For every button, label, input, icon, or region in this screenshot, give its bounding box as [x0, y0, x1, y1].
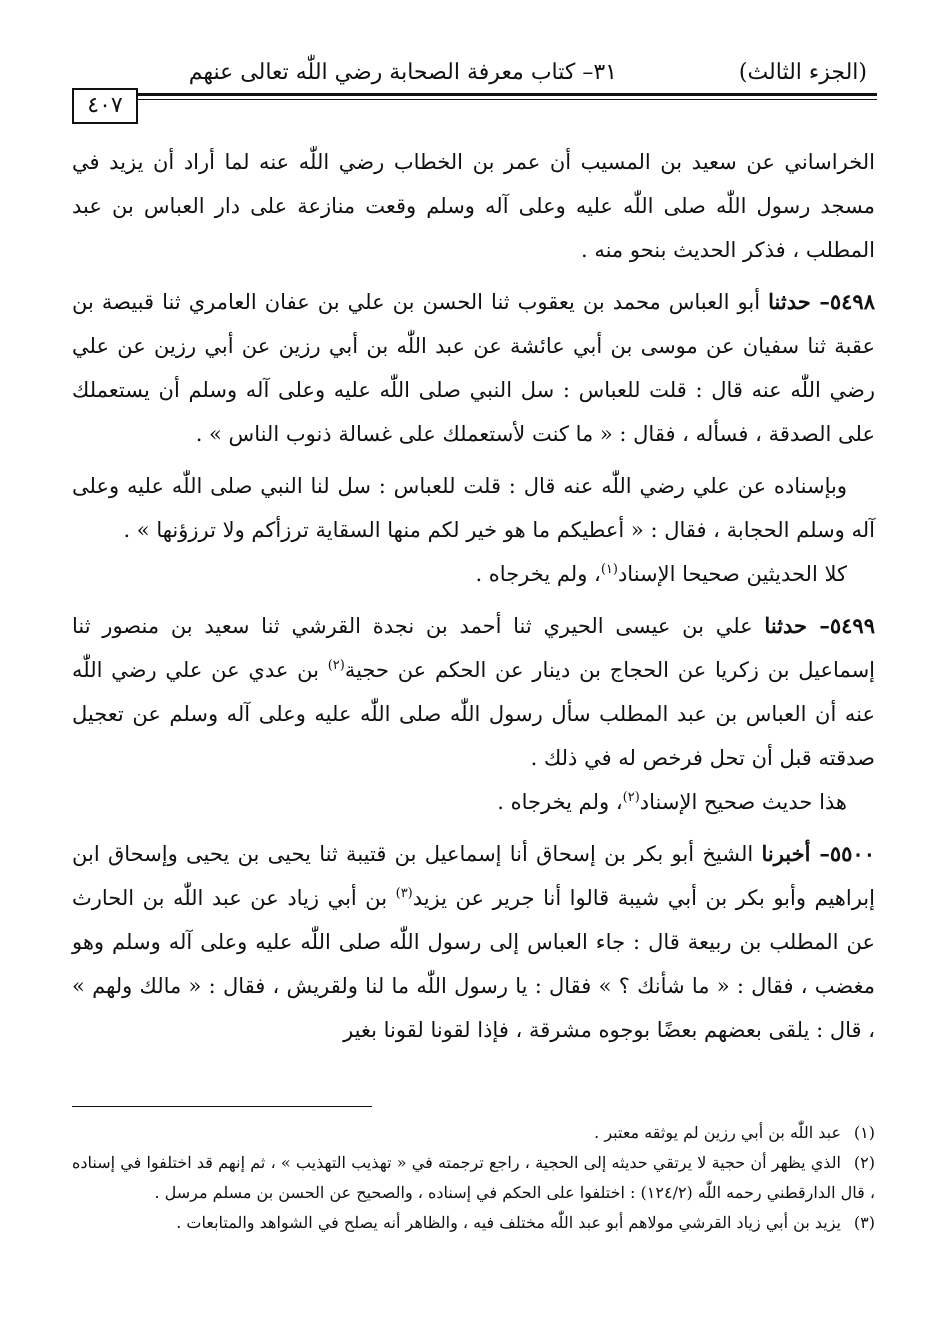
paragraph-text-tail: ، ولم يخرجاه .	[497, 790, 623, 814]
paragraph-text: هذا حديث صحيح الإسناد	[639, 790, 847, 814]
paragraph-text-tail: ، ولم يخرجاه .	[475, 562, 601, 586]
footnote-separator	[72, 1106, 372, 1107]
paragraph-text-tail: بن أبي زياد عن عبد اللّٰه بن الحارث عن المطلب بن ربيعة قال : جاء العباس إلى رسول اللّٰه صلى اللّٰه عليه وعلى آله وسلم وهو مغضب ، فقال : « ما شأنك ؟ » فقال : يا رسول اللّٰه ما لنا ولقريش ، فقال : « مالك ولهم » ، قال : يلقى بعضهم بعضًا بوجوه مشرقة ، فإذا لقونا لقونا بغير	[72, 886, 875, 1042]
paragraph-text-tail: بن عدي عن علي رضي اللّٰه عنه أن العباس بن عبد المطلب سأل رسول اللّٰه صلى اللّٰه عليه وعلى آله وسلم عن تعجيل صدقته قبل أن تحل فرخص له في ذلك .	[72, 658, 875, 770]
hadith-number: ٥٤٩٨– حدثنا	[768, 289, 875, 314]
paragraph-text: علي بن عيسى الحيري ثنا أحمد بن نجدة القرشي ثنا سعيد بن منصور ثنا إسماعيل بن زكريا عن الحجاج بن دينار عن الحكم عن حجية	[72, 614, 875, 682]
footnote-mark: (٣)	[853, 1213, 875, 1232]
hadith-5499	[72, 604, 875, 780]
footnote	[72, 1148, 875, 1208]
paragraph-text: الخراساني عن سعيد بن المسيب أن عمر بن الخطاب رضي اللّٰه عنه لما أراد أن يزيد في مسجد رسول اللّٰه صلى اللّٰه عليه وعلى آله وسلم وقعت منازعة على دار العباس بن عبد المطلب ، فذكر الحديث بنحو منه .	[72, 150, 875, 262]
footnote-mark: (١)	[853, 1123, 875, 1142]
footnote	[72, 1118, 875, 1148]
main-text	[72, 140, 875, 1052]
footnote-ref: (٣)	[395, 886, 413, 901]
paragraph-text: وبإسناده عن علي رضي اللّٰه عنه قال : قلت للعباس : سل لنا النبي صلى اللّٰه عليه وعلى آله وسلم الحجابة ، فقال : « أعطيكم ما هو خير لكم منها السقاية ترزأكم ولا ترزؤنها » .	[72, 474, 875, 542]
paragraph-text: كلا الحديثين صحيحا الإسناد	[617, 562, 847, 586]
paragraph	[72, 140, 875, 272]
page-number: ٤٠٧	[72, 88, 138, 124]
footnote-mark: (٢)	[853, 1153, 875, 1172]
footnote-text: يزيد بن أبي زياد القرشي مولاهم أبو عبد اللّٰه مختلف فيه ، والظاهر أنه يصلح في الشواهد والمتابعات .	[176, 1213, 841, 1232]
running-header	[135, 58, 867, 88]
header-rule	[135, 93, 877, 96]
hadith-number: ٥٤٩٩– حدثنا	[764, 613, 875, 638]
header-rule-thin	[135, 99, 877, 100]
footnote-ref: (٢)	[622, 790, 640, 805]
paragraph	[72, 464, 875, 552]
hadith-5500	[72, 832, 875, 1052]
chapter-title: ٣١– كتاب معرفة الصحابة رضي اللّٰه تعالى عنهم	[188, 60, 617, 85]
footnote-text: الذي يظهر أن حجية لا يرتقي حديثه إلى الحجية ، راجع ترجمته في « تهذيب التهذيب » ، ثم إنهم قد اختلفوا في إسناده ، قال الدارقطني رحمه اللّٰه (١٢٤/٢) : اختلفوا على الحكم في إسناده ، والصحيح عن الحسن بن مسلم مرسل .	[72, 1153, 875, 1202]
footnote-text: عبد اللّٰه بن أبي رزين لم يوثقه معتبر .	[594, 1123, 841, 1142]
footnote	[72, 1208, 875, 1238]
paragraph-text: الشيخ أبو بكر بن إسحاق أنا إسماعيل بن قتيبة ثنا يحيى بن يحيى وإسحاق ابن إبراهيم وأبو بكر بن أبي شيبة قالوا أنا جرير عن يزيد	[72, 842, 875, 910]
hadith-number: ٥٥٠٠– أخبرنا	[761, 841, 875, 866]
paragraph-text: أبو العباس محمد بن يعقوب ثنا الحسن بن علي بن عفان العامري ثنا قبيصة بن عقبة ثنا سفيان عن موسى بن أبي عائشة عن عبد اللّٰه بن أبي رزين عن أبي رزين عن علي رضي اللّٰه عنه قال : قلت للعباس : سل النبي صلى اللّٰه عليه وعلى آله وسلم أن يستعملك على الصدقة ، فسأله ، فقال : « ما كنت لأستعملك على غسالة ذنوب الناس » .	[72, 290, 875, 446]
footnote-ref: (٢)	[327, 658, 345, 673]
hadith-5498	[72, 280, 875, 456]
paragraph	[72, 552, 875, 596]
paragraph	[72, 780, 875, 824]
volume-label: (الجزء الثالث)	[738, 60, 867, 85]
footnotes	[72, 1118, 875, 1238]
footnote-ref: (١)	[600, 562, 618, 577]
